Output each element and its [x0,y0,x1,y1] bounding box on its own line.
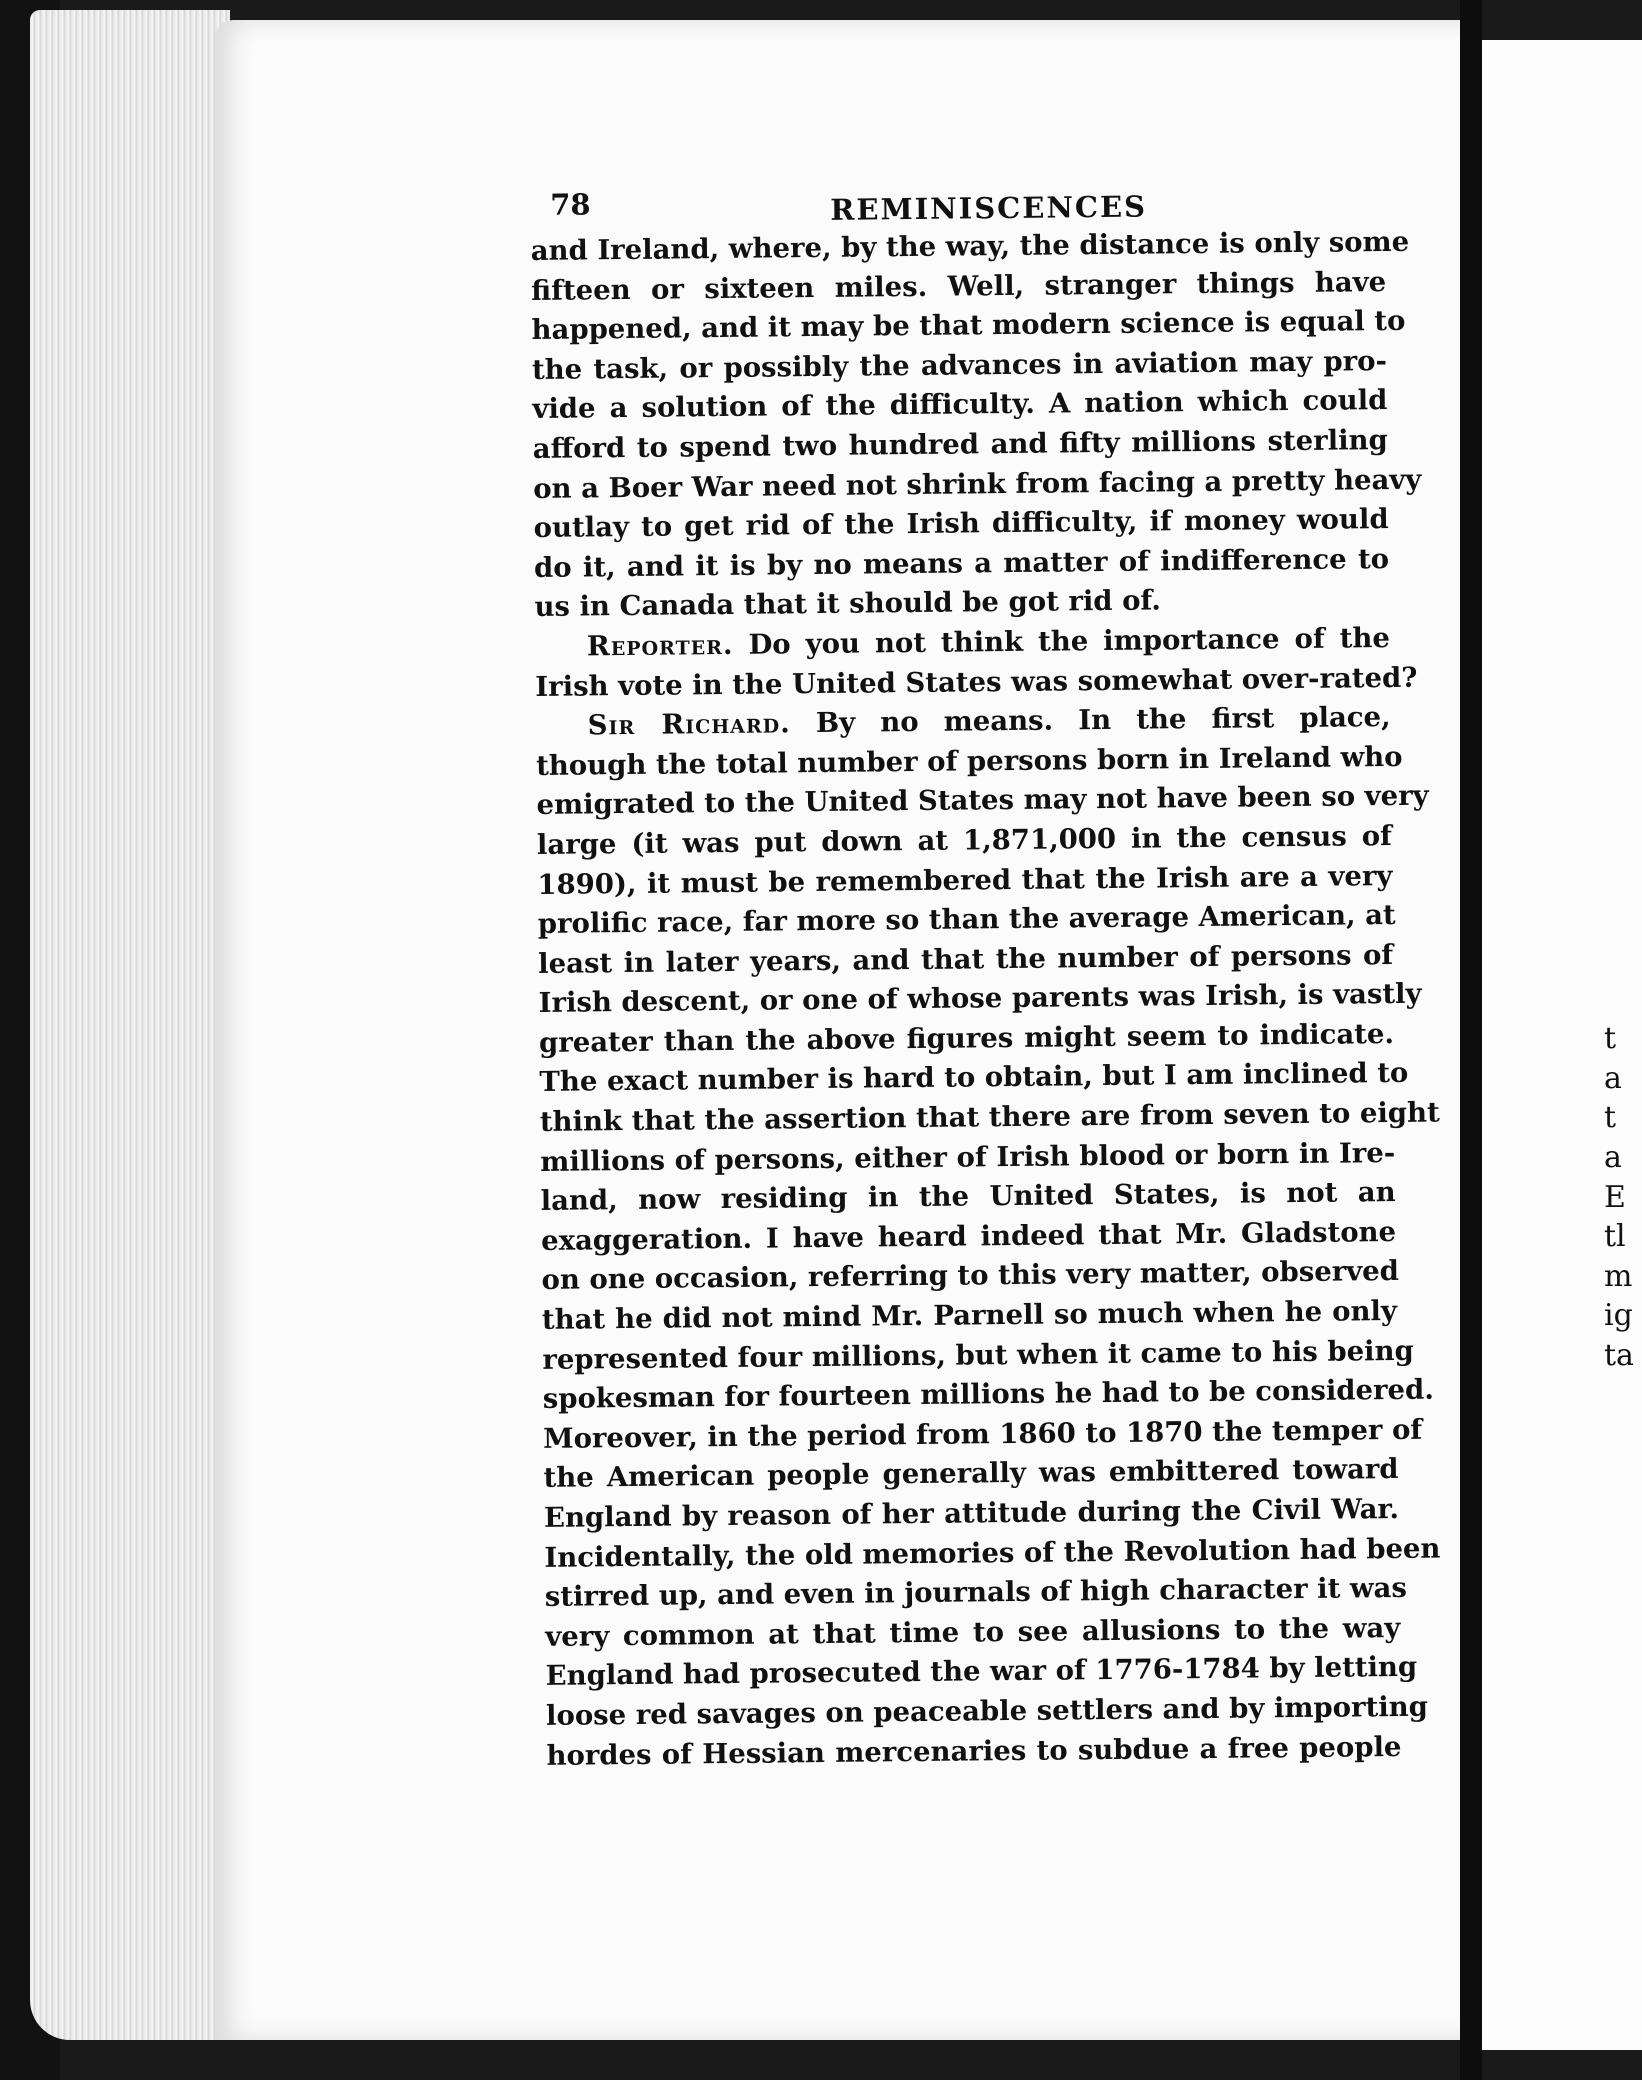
line-text: The exact number is hard to obtain, but I am inclined to [539,1057,1409,1099]
line-text: us in Canada that it should be got rid of. [534,584,1162,624]
line-text: fifteen or sixteen miles. Well, stranger things have [530,265,1387,307]
right-page-text-fragments [1604,940,1634,1376]
line-text: the American people generally was embittered toward [543,1453,1399,1495]
line-text: large (it was put down at 1,871,000 in the census of [536,819,1393,861]
line-text: emigrated to the United States may not have been so very [536,779,1429,822]
line-text: stirred up, and even in journals of high character it was [544,1572,1408,1614]
line-text: least in later years, and that the number of persons of [538,938,1394,980]
line-text: land, now residing in the United States, is not an [540,1176,1396,1218]
line-text: exaggeration. I have heard indeed that Mr. Gladstone [540,1215,1397,1257]
line-text: think that the assertion that there are from seven to eight [539,1096,1440,1139]
page-text-block [530,171,1441,1776]
line-text: outlay to get rid of the Irish difficulty, if money would [533,503,1389,545]
line-text: greater than the above figures might seem to indicate. [538,1017,1395,1059]
book-gutter [1460,0,1482,2080]
speaker-label: Reporter. [586,628,734,663]
line-text: on one occasion, referring to this very matter, observed [541,1255,1400,1297]
right-page-fragment: tl [1604,1219,1626,1255]
right-page-fragment [1604,980,1634,1020]
right-page-fragment: a [1604,1060,1622,1096]
line-text: 1890), it must be remembered that the Irish are a very [537,859,1393,901]
right-page-fragment: m [1604,1258,1633,1294]
right-page-fragment: t [1604,1021,1617,1057]
line-text: though the total number of persons born in Ireland who [535,740,1403,782]
line-text: very common at that time to see allusions to the way [545,1611,1401,1653]
line-text: loose red savages on peaceable settlers and by importing [545,1690,1429,1732]
running-head [530,171,1385,232]
right-page-fragment: E [1604,1179,1626,1215]
line-text: the task, or possibly the advances in aviation may pro- [531,344,1388,386]
line-text: on a Boer War need not shrink from facing a pretty heavy [533,463,1422,505]
page-number: 78 [550,187,591,222]
body-text [530,223,1441,1776]
line-text: hordes of Hessian mercenaries to subdue a free people [546,1730,1402,1772]
line-text: Irish descent, or one of whose parents was Irish, is vastly [538,977,1422,1020]
line-text: England by reason of her attitude during the Civil War. [543,1492,1400,1534]
line-text: afford to spend two hundred and fifty millions sterling [532,424,1388,465]
speaker-label: Sir Richard. [587,707,791,742]
line-text: Moreover, in the period from 1860 to 1870 the temper of [543,1413,1423,1455]
page-fore-edges [30,10,230,2040]
line-text: spokesman for fourteen millions he had to be considered. [542,1373,1435,1416]
right-page-fragment [1604,940,1634,980]
right-page-fragment: ig [1604,1298,1633,1334]
line-text: happened, and it may be that modern science is equal to [531,305,1406,347]
right-page-fragment: a [1604,1139,1622,1175]
line-text: represented four millions, but when it came to his being [542,1334,1414,1376]
right-page-fragment: t [1604,1100,1617,1136]
line-text: prolific race, far more so than the average American, at [537,899,1396,941]
line-text: Do you not think the importance of the [748,621,1391,661]
line-text: By no means. In the first place, [815,701,1391,740]
line-text: that he did not mind Mr. Parnell so much when he only [541,1295,1398,1336]
line-text: vide a solution of the difficulty. A nation which could [532,384,1388,426]
right-page-fragment: ta [1604,1337,1634,1373]
line-text: millions of persons, either of Irish blood or born in Ire- [540,1136,1396,1178]
line-text: Irish vote in the United States was somewhat over-rated? [535,661,1418,703]
line-text: Incidentally, the old memories of the Revolution had been [544,1532,1441,1574]
running-title: REMINISCENCES [830,189,1148,227]
line-text: and Ireland, where, by the way, the distance is only some [530,225,1410,267]
line-text: do it, and it is by no means a matter of indifference to [533,542,1390,584]
line-text: England had prosecuted the war of 1776-1784 by letting [545,1651,1418,1693]
